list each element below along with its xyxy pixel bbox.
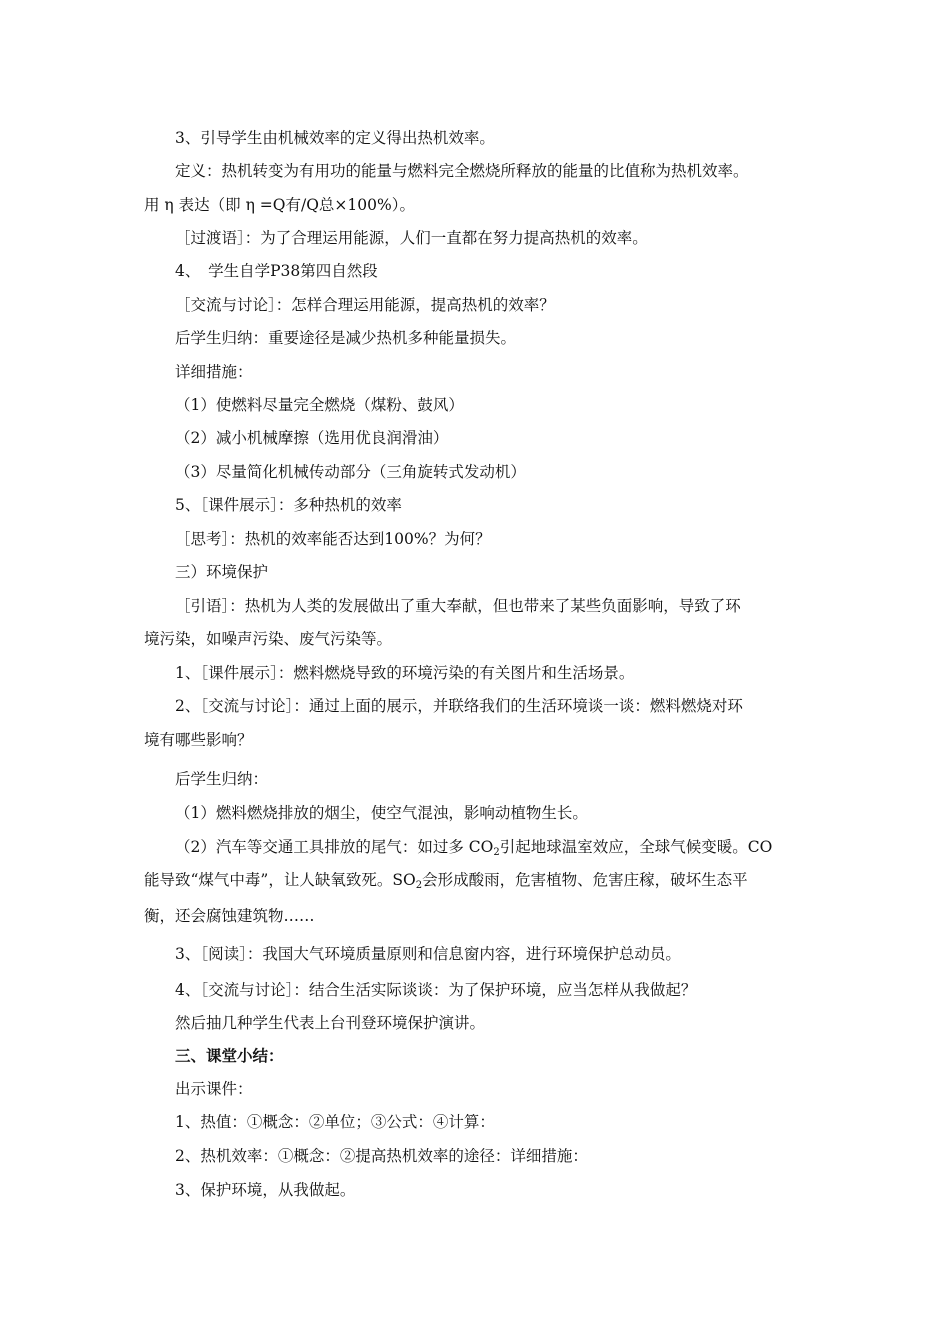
text-line: 定义：热机转变为有用功的能量与燃料完全燃烧所释放的能量的比值称为热机效率。 [175, 162, 749, 180]
text-line: 4、［交流与讨论］：结合生活实际谈谈：为了保护环境，应当怎样从我做起？ [175, 981, 697, 999]
text-line: 然后抽几种学生代表上台刊登环境保护演讲。 [175, 1014, 486, 1032]
text-line: 2、［交流与讨论］：通过上面的展示，并联络我们的生活环境谈一谈：燃料燃烧对环 [175, 697, 743, 715]
text-line: 衡，还会腐蚀建筑物…… [144, 907, 315, 925]
text-line: 后学生归纳： [175, 770, 269, 788]
text-line: ［引语］：热机为人类的发展做出了重大奉献，但也带来了某些负面影响，导致了环 [175, 597, 741, 615]
text-line: （3）尽量简化机械传动部分（三角旋转式发动机） [175, 463, 526, 481]
text-fragment: 引起地球温室效应，全球气候变暖。CO [499, 838, 773, 856]
text-line: ［过渡语］：为了合理运用能源，人们一直都在努力提高热机的效率。 [175, 229, 648, 247]
text-line: 出示课件： [175, 1080, 253, 1098]
text-line: （2）减小机械摩擦（选用优良润滑油） [175, 429, 449, 447]
text-line: ［交流与讨论］：怎样合理运用能源，提高热机的效率？ [175, 296, 555, 314]
text-line: 三）环境保护 [175, 563, 269, 581]
section-heading: 三、课堂小结： [175, 1046, 284, 1065]
text-line: 1、［课件展示］：燃料燃烧导致的环境污染的有关图片和生活场景。 [175, 664, 635, 682]
text-line: 后学生归纳：重要途径是减少热机多种能量损失。 [175, 329, 517, 347]
text-line: 2、热机效率：①概念：②提高热机效率的途径：详细措施： [175, 1147, 588, 1165]
text-line: 3、引导学生由机械效率的定义得出热机效率。 [175, 129, 495, 147]
text-line: 1、热值：①概念：②单位；③公式：④计算： [175, 1113, 495, 1131]
text-fragment: 能导致“煤气中毒”，让人缺氧致死。SO [144, 871, 416, 889]
text-line: ［思考］：热机的效率能否达到100%？为何？ [175, 530, 491, 548]
text-line: 5、［课件展示］：多种热机的效率 [175, 496, 402, 514]
text-line [175, 837, 772, 857]
text-fragment: 会形成酸雨，危害植物、危害庄稼，破坏生态平 [422, 871, 748, 889]
text-fragment: （2）汽车等交通工具排放的尾气：如过多 CO [175, 838, 494, 856]
text-line: 境有哪些影响？ [144, 731, 253, 749]
text-line: 3、保护环境，从我做起。 [175, 1181, 356, 1199]
subscript: 2 [493, 847, 500, 858]
text-line: （1）燃料燃烧排放的烟尘，使空气混浊，影响动植物生长。 [175, 804, 588, 822]
text-line: 详细措施： [175, 363, 253, 381]
text-line: （1）使燃料尽量完全燃烧（煤粉、鼓风） [175, 396, 464, 414]
subscript: 2 [415, 880, 423, 891]
text-line: 境污染，如噪声污染、废气污染等。 [144, 630, 393, 648]
text-line [144, 870, 748, 890]
text-line: 用 η 表达（即 η =Q有/Q总×100%）。 [144, 196, 415, 214]
text-line: 4、 学生自学P38第四自然段 [175, 262, 378, 280]
text-line: 3、［阅读］：我国大气环境质量原则和信息窗内容，进行环境保护总动员。 [175, 945, 681, 963]
